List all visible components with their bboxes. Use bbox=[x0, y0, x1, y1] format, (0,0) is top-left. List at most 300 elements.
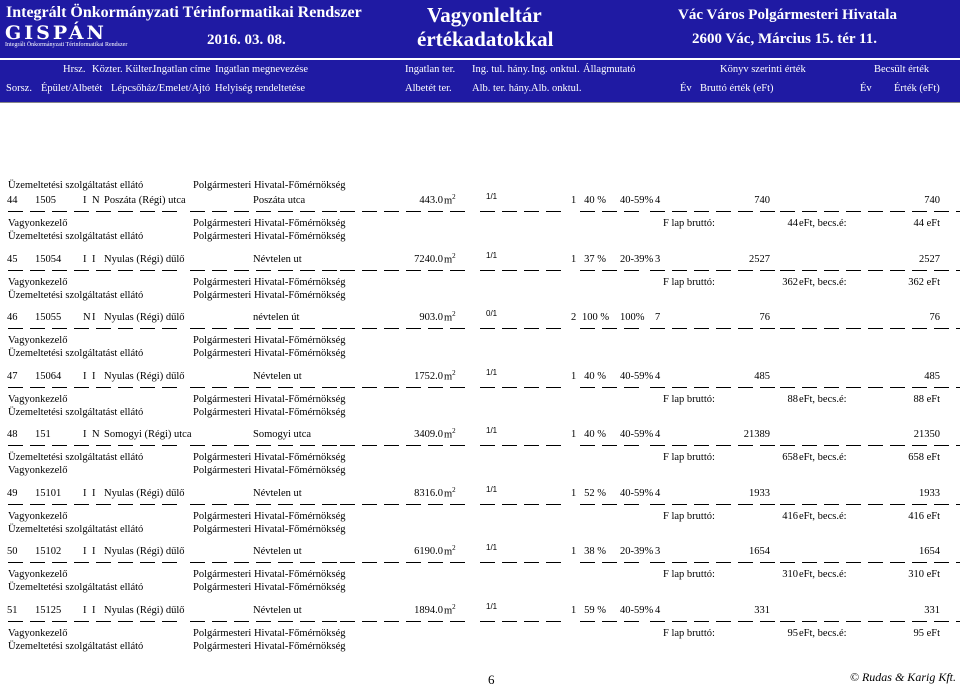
row-separator bbox=[322, 562, 337, 563]
unit-m: m bbox=[444, 605, 453, 616]
row-separator bbox=[96, 445, 111, 446]
row-separator bbox=[118, 621, 133, 622]
record-percent: 40 % bbox=[584, 370, 606, 382]
row-separator bbox=[406, 328, 421, 329]
row-separator bbox=[502, 270, 517, 271]
row-separator bbox=[256, 562, 271, 563]
row-separator bbox=[384, 270, 399, 271]
sub-role: Üzemeltetési szolgáltatást ellátó bbox=[8, 452, 144, 463]
row-separator bbox=[52, 562, 67, 563]
row-separator bbox=[716, 621, 731, 622]
col-alb-ter-hany: Alb. ter. hány. bbox=[472, 83, 532, 94]
record-area-unit bbox=[444, 310, 456, 324]
row-separator bbox=[118, 562, 133, 563]
row-separator bbox=[502, 211, 517, 212]
record-area-unit bbox=[444, 427, 456, 441]
row-separator bbox=[340, 270, 355, 271]
record-area-unit bbox=[444, 252, 456, 266]
row-separator bbox=[672, 328, 687, 329]
office-address: 2600 Vác, Március 15. tér 11. bbox=[692, 31, 877, 47]
row-separator bbox=[694, 328, 709, 329]
row-separator bbox=[738, 562, 753, 563]
sub-flap-est: 95 eFt bbox=[913, 627, 940, 639]
col-alb-onktul: Alb. onktul. bbox=[531, 83, 582, 94]
logo-text: GISPÁN bbox=[5, 22, 107, 44]
row-separator bbox=[300, 270, 315, 271]
row-separator bbox=[802, 387, 817, 388]
record-area: 903.0 bbox=[419, 312, 443, 323]
row-separator bbox=[760, 211, 775, 212]
row-separator bbox=[846, 504, 861, 505]
row-separator bbox=[694, 387, 709, 388]
row-separator bbox=[602, 270, 617, 271]
row-separator bbox=[96, 211, 111, 212]
record-hrsz: 15102 bbox=[35, 546, 62, 557]
row-separator bbox=[824, 328, 839, 329]
row-separator bbox=[890, 562, 905, 563]
sub-flap-value: 310 bbox=[782, 569, 798, 580]
record-onktul: 1 bbox=[571, 487, 577, 499]
row-separator bbox=[234, 211, 249, 212]
row-separator bbox=[190, 504, 205, 505]
record-sorsz: 51 bbox=[7, 604, 18, 616]
row-separator bbox=[672, 387, 687, 388]
row-separator bbox=[428, 504, 443, 505]
row-separator bbox=[502, 621, 517, 622]
sub-org: Polgármesteri Hivatal-Főmérnökség bbox=[193, 465, 346, 476]
row-separator bbox=[480, 445, 495, 446]
record-class: 4 bbox=[655, 487, 661, 499]
record-kozter: I bbox=[83, 546, 87, 557]
sub-flap-est: 44 eFt bbox=[913, 218, 940, 229]
row-separator bbox=[716, 211, 731, 212]
col-megnevezes: Ingatlan megnevezése bbox=[215, 64, 308, 75]
row-separator bbox=[406, 621, 421, 622]
row-separator bbox=[934, 504, 949, 505]
copyright: © Rudas & Karig Kft. bbox=[849, 670, 956, 684]
row-separator bbox=[234, 504, 249, 505]
record-onktul: 1 bbox=[571, 253, 577, 265]
row-separator bbox=[8, 445, 23, 446]
sub-flap-est: 88 eFt bbox=[913, 393, 940, 405]
sub-org: Polgármesteri Hivatal-Főmérnökség bbox=[193, 406, 346, 418]
row-separator bbox=[912, 270, 927, 271]
col-helyiseg: Helyiség rendeltetése bbox=[215, 83, 306, 94]
row-separator bbox=[716, 270, 731, 271]
record-fraction: 1/1 bbox=[486, 484, 498, 494]
row-separator bbox=[780, 621, 795, 622]
row-separator bbox=[8, 621, 23, 622]
sub-org: Polgármesteri Hivatal-Főmérnökség bbox=[193, 452, 346, 463]
row-separator bbox=[672, 211, 687, 212]
row-separator bbox=[502, 328, 517, 329]
row-separator bbox=[524, 445, 539, 446]
row-separator bbox=[846, 211, 861, 212]
unit-squared: 2 bbox=[452, 544, 456, 552]
row-separator bbox=[52, 328, 67, 329]
row-separator bbox=[322, 211, 337, 212]
row-separator bbox=[738, 387, 753, 388]
row-separator bbox=[140, 270, 155, 271]
record-area: 8316.0 bbox=[414, 487, 443, 499]
sub-flap-label: F lap bruttó: bbox=[663, 276, 715, 288]
record-area-unit bbox=[444, 603, 456, 617]
row-separator bbox=[406, 562, 421, 563]
row-separator bbox=[624, 328, 639, 329]
row-separator bbox=[52, 211, 67, 212]
row-separator bbox=[890, 504, 905, 505]
record-name: névtelen út bbox=[253, 312, 300, 323]
row-separator bbox=[546, 504, 561, 505]
row-separator bbox=[362, 328, 377, 329]
row-separator bbox=[502, 445, 517, 446]
sub-flap-unit: eFt, becs.é: bbox=[799, 510, 847, 522]
row-separator bbox=[602, 621, 617, 622]
row-separator bbox=[140, 621, 155, 622]
row-separator bbox=[890, 621, 905, 622]
sub-role: Üzemeltetési szolgáltatást ellátó bbox=[8, 231, 144, 242]
record-hrsz: 15125 bbox=[35, 604, 62, 616]
row-separator bbox=[780, 387, 795, 388]
record-address: Nyulas (Régi) dűlő bbox=[104, 487, 185, 499]
row-separator bbox=[738, 211, 753, 212]
record-name: Névtelen ut bbox=[253, 546, 302, 557]
row-separator bbox=[118, 387, 133, 388]
sub-org: Polgármesteri Hivatal-Főmérnökség bbox=[193, 582, 346, 593]
row-separator bbox=[74, 562, 89, 563]
row-separator bbox=[802, 445, 817, 446]
row-separator bbox=[96, 328, 111, 329]
row-separator bbox=[480, 504, 495, 505]
record-address: Nyulas (Régi) dűlő bbox=[104, 604, 185, 616]
row-separator bbox=[650, 270, 665, 271]
row-separator bbox=[234, 445, 249, 446]
col-hrsz: Hrsz. bbox=[63, 64, 86, 75]
row-separator bbox=[162, 621, 177, 622]
row-separator bbox=[502, 562, 517, 563]
row-separator bbox=[428, 562, 443, 563]
column-header bbox=[0, 60, 960, 102]
record-est-value: 76 bbox=[929, 312, 940, 323]
row-separator bbox=[212, 445, 227, 446]
sub-role: Vagyonkezelő bbox=[8, 627, 68, 639]
row-separator bbox=[450, 621, 465, 622]
row-separator bbox=[362, 270, 377, 271]
row-separator bbox=[716, 504, 731, 505]
record-name: Névtelen ut bbox=[253, 604, 302, 616]
row-separator bbox=[256, 328, 271, 329]
row-separator bbox=[96, 270, 111, 271]
row-separator bbox=[384, 211, 399, 212]
sub-org: Polgármesteri Hivatal-Főmérnökség bbox=[193, 640, 346, 652]
row-separator bbox=[738, 270, 753, 271]
sub-org: Polgármesteri Hivatal-Főmérnökség bbox=[193, 569, 346, 580]
row-separator bbox=[450, 562, 465, 563]
record-state: 40-59% bbox=[620, 195, 654, 206]
record-fraction: 1/1 bbox=[486, 543, 498, 552]
row-separator bbox=[780, 270, 795, 271]
record-sorsz: 44 bbox=[7, 195, 18, 206]
row-separator bbox=[672, 621, 687, 622]
row-separator bbox=[502, 504, 517, 505]
row-separator bbox=[278, 621, 293, 622]
row-separator bbox=[524, 621, 539, 622]
row-separator bbox=[74, 211, 89, 212]
row-separator bbox=[384, 328, 399, 329]
record-sorsz: 49 bbox=[7, 487, 18, 499]
row-separator bbox=[890, 387, 905, 388]
row-separator bbox=[30, 621, 45, 622]
row-separator bbox=[580, 387, 595, 388]
record-est-value: 1654 bbox=[919, 546, 940, 557]
row-separator bbox=[650, 504, 665, 505]
row-separator bbox=[300, 562, 315, 563]
row-separator bbox=[868, 504, 883, 505]
col-ev-2: Év bbox=[860, 83, 872, 94]
row-separator bbox=[362, 621, 377, 622]
record-class: 4 bbox=[655, 604, 661, 616]
row-separator bbox=[162, 387, 177, 388]
row-separator bbox=[406, 211, 421, 212]
record-onktul: 1 bbox=[571, 370, 577, 382]
unit-squared: 2 bbox=[452, 602, 456, 611]
record-address: Somogyi (Régi) utca bbox=[104, 429, 192, 440]
row-separator bbox=[738, 445, 753, 446]
record-onktul: 1 bbox=[571, 429, 577, 440]
row-separator bbox=[716, 328, 731, 329]
row-separator bbox=[340, 211, 355, 212]
row-separator bbox=[322, 387, 337, 388]
row-separator bbox=[912, 621, 927, 622]
row-separator bbox=[524, 504, 539, 505]
row-separator bbox=[912, 504, 927, 505]
col-ing-tul: Ing. tul. hány. bbox=[472, 64, 530, 75]
row-separator bbox=[546, 387, 561, 388]
row-separator bbox=[384, 445, 399, 446]
sub-org: Polgármesteri Hivatal-Főmérnökség bbox=[193, 627, 346, 639]
row-separator bbox=[802, 621, 817, 622]
record-kozter: I bbox=[83, 370, 87, 382]
sub-role: Vagyonkezelő bbox=[8, 393, 68, 405]
row-separator bbox=[8, 387, 23, 388]
row-separator bbox=[672, 445, 687, 446]
row-separator bbox=[234, 562, 249, 563]
row-separator bbox=[52, 445, 67, 446]
record-class: 3 bbox=[655, 253, 661, 265]
row-separator bbox=[624, 211, 639, 212]
record-book-value: 2527 bbox=[749, 253, 770, 265]
sub-flap-value: 658 bbox=[782, 452, 798, 463]
col-konyv: Könyv szerinti érték bbox=[720, 64, 806, 75]
row-separator bbox=[30, 445, 45, 446]
record-area: 1752.0 bbox=[414, 370, 443, 382]
col-ingatlan-ter: Ingatlan ter. bbox=[405, 64, 456, 75]
record-onktul: 1 bbox=[571, 195, 577, 206]
sub-role: Üzemeltetési szolgáltatást ellátó bbox=[8, 582, 144, 593]
row-separator bbox=[956, 504, 960, 505]
sub-role: Vagyonkezelő bbox=[8, 218, 68, 229]
record-name: Névtelen ut bbox=[253, 487, 302, 499]
col-lepcsohaz: Lépcsőház/Emelet/Ajtó bbox=[111, 83, 211, 94]
row-separator bbox=[716, 445, 731, 446]
row-separator bbox=[140, 504, 155, 505]
record-class: 4 bbox=[655, 370, 661, 382]
row-separator bbox=[760, 270, 775, 271]
record-est-value: 21350 bbox=[913, 429, 940, 440]
row-separator bbox=[428, 621, 443, 622]
row-separator bbox=[162, 270, 177, 271]
record-state: 40-59% bbox=[620, 487, 654, 499]
sub-flap-value: 88 bbox=[787, 393, 798, 405]
sub-flap-value: 95 bbox=[787, 627, 798, 639]
row-separator bbox=[694, 270, 709, 271]
row-separator bbox=[52, 504, 67, 505]
sub-flap-est: 362 eFt bbox=[908, 276, 940, 288]
row-separator bbox=[912, 562, 927, 563]
row-separator bbox=[934, 211, 949, 212]
row-separator bbox=[278, 211, 293, 212]
row-separator bbox=[450, 211, 465, 212]
row-separator bbox=[190, 621, 205, 622]
record-class: 3 bbox=[655, 546, 661, 557]
col-kozter: Közter. Külter. bbox=[92, 64, 155, 75]
record-kulter: I bbox=[92, 604, 96, 616]
col-ing-onktul: Ing. onktul. bbox=[531, 64, 580, 75]
sub-flap-value: 44 bbox=[787, 218, 798, 229]
row-separator bbox=[118, 504, 133, 505]
col-ertek: Érték (eFt) bbox=[894, 83, 940, 94]
record-kulter: I bbox=[92, 312, 96, 323]
row-separator bbox=[760, 445, 775, 446]
record-kozter: I bbox=[83, 195, 87, 206]
row-separator bbox=[912, 211, 927, 212]
row-separator bbox=[760, 621, 775, 622]
row-separator bbox=[802, 562, 817, 563]
record-kozter: I bbox=[83, 253, 87, 265]
row-separator bbox=[300, 328, 315, 329]
row-separator bbox=[846, 328, 861, 329]
row-separator bbox=[340, 504, 355, 505]
row-separator bbox=[74, 328, 89, 329]
col-allagmutato: Állagmutató bbox=[583, 64, 636, 75]
row-separator bbox=[956, 328, 960, 329]
sub-org: Polgármesteri Hivatal-Főmérnökség bbox=[193, 218, 346, 229]
record-sorsz: 50 bbox=[7, 546, 18, 557]
sub-flap-value: 362 bbox=[782, 276, 798, 288]
record-sorsz: 46 bbox=[7, 312, 18, 323]
record-percent: 59 % bbox=[584, 604, 606, 616]
record-hrsz: 151 bbox=[35, 429, 51, 440]
record-state: 40-59% bbox=[620, 429, 654, 440]
row-separator bbox=[502, 387, 517, 388]
col-sorsz: Sorsz. bbox=[6, 83, 32, 94]
row-separator bbox=[162, 211, 177, 212]
sub-org: Polgármesteri Hivatal-Főmérnökség bbox=[193, 348, 346, 359]
row-separator bbox=[580, 211, 595, 212]
row-separator bbox=[738, 621, 753, 622]
sub-role: Üzemeltetési szolgáltatást ellátó bbox=[8, 406, 144, 418]
office-name: Vác Város Polgármesteri Hivatala bbox=[678, 7, 897, 23]
row-separator bbox=[624, 445, 639, 446]
row-separator bbox=[278, 445, 293, 446]
row-separator bbox=[650, 445, 665, 446]
row-separator bbox=[546, 270, 561, 271]
unit-squared: 2 bbox=[452, 193, 456, 201]
col-ingatlan-cime: Ingatlan címe bbox=[153, 64, 211, 75]
row-separator bbox=[890, 270, 905, 271]
record-area: 1894.0 bbox=[414, 604, 443, 616]
row-separator bbox=[96, 621, 111, 622]
row-separator bbox=[912, 328, 927, 329]
sub-flap-unit: eFt, becs.é: bbox=[799, 569, 847, 580]
record-class: 4 bbox=[655, 195, 661, 206]
row-separator bbox=[190, 387, 205, 388]
row-separator bbox=[234, 270, 249, 271]
sub-role: Üzemeltetési szolgáltatást ellátó bbox=[8, 640, 144, 652]
record-est-value: 331 bbox=[924, 604, 940, 616]
row-separator bbox=[480, 270, 495, 271]
row-separator bbox=[912, 387, 927, 388]
row-separator bbox=[824, 211, 839, 212]
row-separator bbox=[760, 504, 775, 505]
row-separator bbox=[934, 328, 949, 329]
row-separator bbox=[450, 328, 465, 329]
record-class: 4 bbox=[655, 429, 661, 440]
sub-org: Polgármesteri Hivatal-Főmérnökség bbox=[193, 523, 346, 535]
record-sorsz: 45 bbox=[7, 253, 18, 265]
row-separator bbox=[118, 328, 133, 329]
top-line-left: Üzemeltetési szolgáltatást ellátó bbox=[8, 180, 144, 191]
record-hrsz: 15101 bbox=[35, 487, 62, 499]
row-separator bbox=[846, 270, 861, 271]
sub-role: Vagyonkezelő bbox=[8, 465, 68, 476]
sub-org: Polgármesteri Hivatal-Főmérnökség bbox=[193, 335, 346, 346]
sub-org: Polgármesteri Hivatal-Főmérnökség bbox=[193, 289, 346, 301]
row-separator bbox=[694, 621, 709, 622]
record-percent: 37 % bbox=[584, 253, 606, 265]
record-kozter: I bbox=[83, 429, 87, 440]
row-separator bbox=[694, 504, 709, 505]
row-separator bbox=[278, 270, 293, 271]
row-separator bbox=[934, 562, 949, 563]
row-separator bbox=[162, 445, 177, 446]
row-separator bbox=[580, 270, 595, 271]
sub-flap-unit: eFt, becs.é: bbox=[799, 276, 847, 288]
record-address: Nyulas (Régi) dűlő bbox=[104, 546, 185, 557]
row-separator bbox=[824, 387, 839, 388]
record-hrsz: 15055 bbox=[35, 312, 62, 323]
row-separator bbox=[340, 387, 355, 388]
sub-flap-label: F lap bruttó: bbox=[663, 452, 715, 463]
row-separator bbox=[934, 621, 949, 622]
row-separator bbox=[300, 211, 315, 212]
unit-squared: 2 bbox=[452, 310, 456, 318]
row-separator bbox=[256, 621, 271, 622]
record-address: Nyulas (Régi) dűlő bbox=[104, 253, 185, 265]
record-address: Nyulas (Régi) dűlő bbox=[104, 312, 185, 323]
row-separator bbox=[780, 211, 795, 212]
row-separator bbox=[934, 387, 949, 388]
row-separator bbox=[406, 270, 421, 271]
row-separator bbox=[716, 562, 731, 563]
sub-org: Polgármesteri Hivatal-Főmérnökség bbox=[193, 276, 346, 288]
col-albetet-ter: Albetét ter. bbox=[405, 83, 452, 94]
row-separator bbox=[650, 211, 665, 212]
row-separator bbox=[384, 621, 399, 622]
row-separator bbox=[140, 387, 155, 388]
row-separator bbox=[362, 504, 377, 505]
record-area: 6190.0 bbox=[414, 546, 443, 557]
